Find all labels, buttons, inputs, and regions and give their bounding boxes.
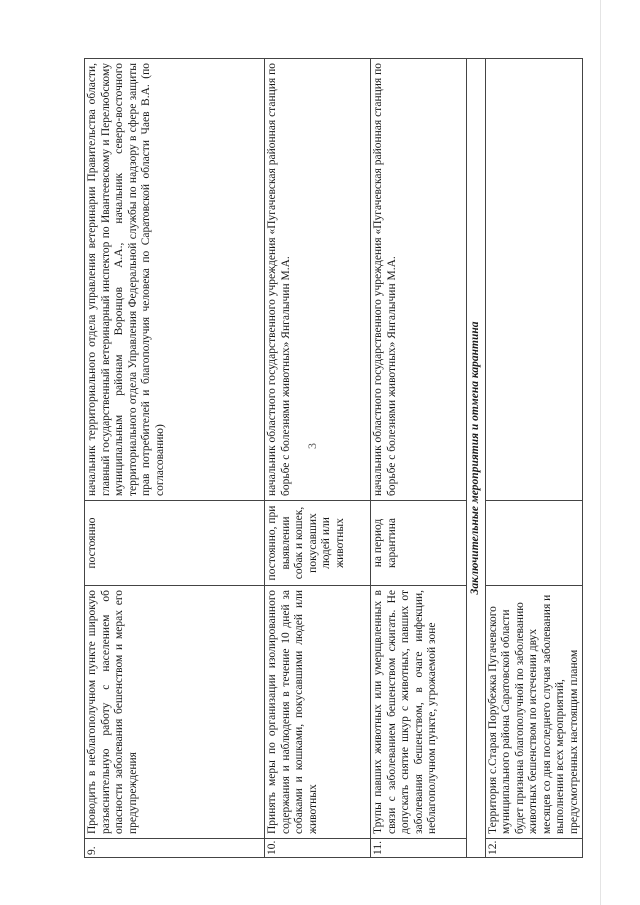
responsible-text: начальник территориального отдела управления ветеринарии Правительства области, главный государственный ветеринарный инспектор по Ивантеевскому и Перелюбскому муниципальным районам Воронцов А.А., начальник северо-восточного территориального отдела Управления Федеральной службы по надзору в сфере защиты прав потребителей и благополучия человека по Саратовской области Чаев В.А. (по согласованию) (85, 59, 265, 501)
table-row (371, 59, 467, 858)
row-number: 10. (265, 839, 371, 858)
measure-text: Трупы павших животных или умерщвленных в связи с заболеванием бешенством сжигать. Не допускать снятие шкур с животных, павших от заболевания бешенством, в очаге инфекции, неблагополучном пункте, угрожаемой зоне (371, 586, 467, 839)
measures-table (84, 58, 583, 858)
responsible-cell-empty (485, 59, 583, 501)
row-number: 12. (485, 839, 583, 858)
term-cell-empty (485, 501, 583, 586)
page-number: 3 (305, 443, 319, 449)
measure-text: Проводить в неблагополучном пункте широкую разъяснительную работу с населением об опасности заболевания бешенством и мерах его предупреждения (85, 586, 265, 839)
measure-text: Принять меры по организации изолированного содержания и наблюдения в течение 10 дней за собаками и кошками, покусавшими людей или животных (265, 586, 371, 839)
row-number: 9. (85, 839, 265, 858)
table-row (265, 59, 371, 858)
section-title: Заключительные мероприятия и отмена карантина (467, 59, 486, 858)
page-fold-line (600, 0, 601, 905)
table-row (85, 59, 265, 858)
measure-text: Территория с.Старая Порубежка Пугачевского муниципального района Саратовской области будет признана благополучной по заболеванию животных бешенством по истечении двух месяцев со дня последнего случая заболевания и выполнении всех мероприятий, предусмотренных настоящим планом (485, 586, 583, 839)
section-header-row (467, 59, 486, 858)
row-number: 11. (371, 839, 467, 858)
term-text: на период карантина (371, 501, 467, 586)
table-row (485, 59, 583, 858)
term-text: постоянно, при выявлении собак и кошек, покусавших людей или животных (265, 501, 371, 586)
term-text: постоянно (85, 501, 265, 586)
responsible-text: начальник областного государственного учреждения «Пугачевская районная станция по борьбе с болезнями животных» Янгалычин М.А. (265, 59, 371, 501)
rotated-document (84, 58, 584, 858)
responsible-text: начальник областного государственного учреждения «Пугачевская районная станция по борьбе с болезнями животных» Янгалычин М.А. (371, 59, 467, 501)
